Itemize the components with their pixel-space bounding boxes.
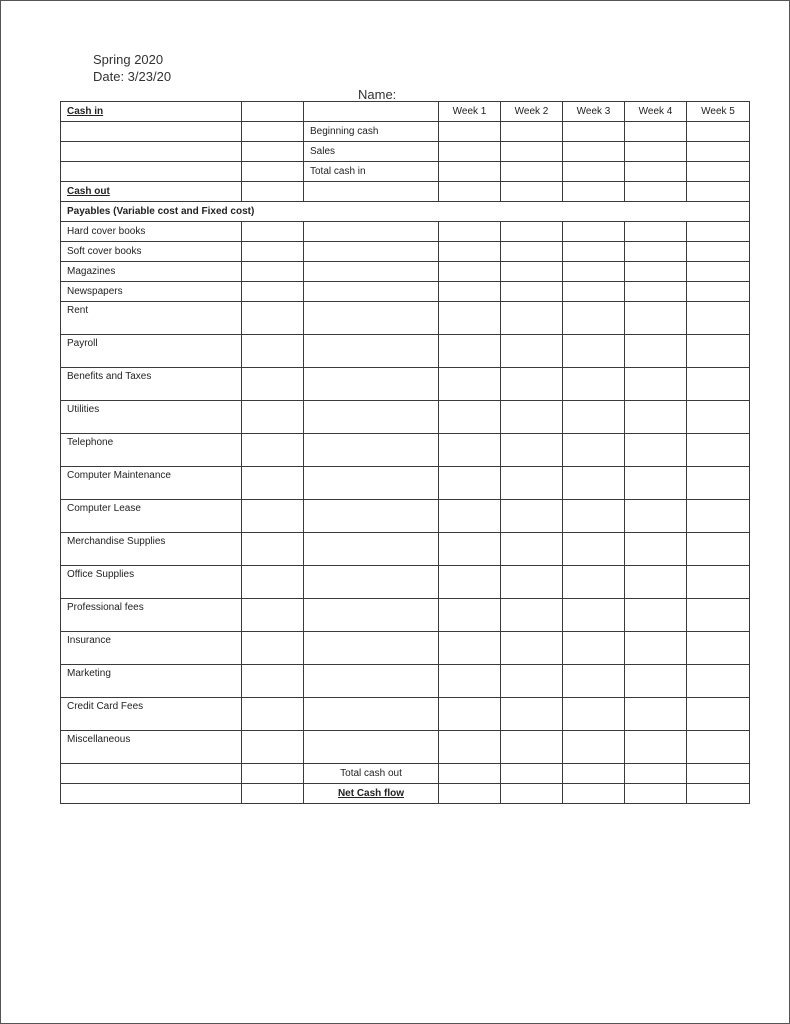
- week-value-cell[interactable]: [563, 142, 625, 162]
- total-cash-out-label: Total cash out: [304, 764, 439, 784]
- week-header-5: Week 5: [687, 102, 750, 122]
- header-row: [61, 102, 750, 122]
- blank-cell[interactable]: [242, 764, 304, 784]
- week-value-cell[interactable]: [563, 335, 625, 368]
- blank-cell[interactable]: [242, 222, 304, 242]
- blank-cell[interactable]: [242, 566, 304, 599]
- blank-cell[interactable]: [304, 665, 439, 698]
- expense-row: [61, 731, 750, 764]
- week-value-cell[interactable]: [439, 162, 501, 182]
- week-value-cell[interactable]: [501, 500, 563, 533]
- cash-flow-table: [60, 101, 750, 804]
- week-value-cell[interactable]: [687, 764, 750, 784]
- week-value-cell[interactable]: [563, 368, 625, 401]
- blank-cell[interactable]: [61, 122, 242, 142]
- week-value-cell[interactable]: [563, 282, 625, 302]
- blank-cell[interactable]: [304, 632, 439, 665]
- week-header-1: Week 1: [439, 102, 501, 122]
- week-value-cell[interactable]: [563, 784, 625, 804]
- expense-row: [61, 368, 750, 401]
- cash-in-row: [61, 142, 750, 162]
- expense-row: [61, 222, 750, 242]
- blank-cell[interactable]: [304, 500, 439, 533]
- week-value-cell[interactable]: [439, 142, 501, 162]
- week-value-cell[interactable]: [625, 401, 687, 434]
- week-value-cell[interactable]: [439, 764, 501, 784]
- week-value-cell[interactable]: [687, 162, 750, 182]
- blank-cell[interactable]: [242, 262, 304, 282]
- expense-row: [61, 242, 750, 262]
- week-value-cell[interactable]: [687, 401, 750, 434]
- expense-label: Computer Maintenance: [61, 467, 242, 500]
- week-value-cell[interactable]: [501, 401, 563, 434]
- week-value-cell[interactable]: [687, 142, 750, 162]
- week-value-cell[interactable]: [501, 467, 563, 500]
- expense-row: [61, 599, 750, 632]
- week-value-cell[interactable]: [625, 242, 687, 262]
- blank-cell[interactable]: [304, 335, 439, 368]
- expense-label: Telephone: [61, 434, 242, 467]
- blank-cell[interactable]: [242, 122, 304, 142]
- week-value-cell[interactable]: [563, 401, 625, 434]
- expense-label: Office Supplies: [61, 566, 242, 599]
- week-value-cell[interactable]: [439, 262, 501, 282]
- expense-label: Credit Card Fees: [61, 698, 242, 731]
- expense-row: [61, 566, 750, 599]
- week-value-cell[interactable]: [687, 368, 750, 401]
- cash-in-item: Sales: [304, 142, 439, 162]
- week-value-cell[interactable]: [501, 764, 563, 784]
- blank-cell[interactable]: [304, 242, 439, 262]
- week-value-cell[interactable]: [625, 282, 687, 302]
- blank-cell[interactable]: [304, 302, 439, 335]
- net-cash-flow-label: Net Cash flow: [304, 784, 439, 804]
- week-value-cell[interactable]: [501, 632, 563, 665]
- week-value-cell[interactable]: [439, 566, 501, 599]
- week-value-cell[interactable]: [687, 302, 750, 335]
- blank-cell[interactable]: [304, 566, 439, 599]
- week-value-cell[interactable]: [625, 665, 687, 698]
- week-value-cell[interactable]: [563, 222, 625, 242]
- expense-row: [61, 698, 750, 731]
- week-value-cell[interactable]: [687, 698, 750, 731]
- week-value-cell[interactable]: [625, 302, 687, 335]
- blank-cell[interactable]: [304, 434, 439, 467]
- expense-row: [61, 401, 750, 434]
- week-value-cell[interactable]: [625, 182, 687, 202]
- cash-in-row: [61, 122, 750, 142]
- blank-cell[interactable]: [61, 764, 242, 784]
- week-value-cell[interactable]: [687, 282, 750, 302]
- expense-label: Newspapers: [61, 282, 242, 302]
- week-value-cell[interactable]: [501, 142, 563, 162]
- week-header-4: Week 4: [625, 102, 687, 122]
- week-value-cell[interactable]: [439, 500, 501, 533]
- blank-cell[interactable]: [242, 467, 304, 500]
- expense-label: Computer Lease: [61, 500, 242, 533]
- blank-cell[interactable]: [242, 162, 304, 182]
- week-value-cell[interactable]: [687, 335, 750, 368]
- blank-cell[interactable]: [242, 665, 304, 698]
- week-value-cell[interactable]: [563, 434, 625, 467]
- week-value-cell[interactable]: [439, 182, 501, 202]
- payables-heading: Payables (Variable cost and Fixed cost): [61, 202, 750, 222]
- week-value-cell[interactable]: [439, 242, 501, 262]
- expense-row: [61, 282, 750, 302]
- week-value-cell[interactable]: [439, 222, 501, 242]
- expense-label: Rent: [61, 302, 242, 335]
- blank-cell[interactable]: [242, 242, 304, 262]
- expense-label: Miscellaneous: [61, 731, 242, 764]
- week-value-cell[interactable]: [501, 599, 563, 632]
- week-value-cell[interactable]: [563, 302, 625, 335]
- week-value-cell[interactable]: [501, 302, 563, 335]
- term-label: Spring 2020: [93, 52, 164, 67]
- blank-cell[interactable]: [242, 434, 304, 467]
- blank-cell[interactable]: [242, 401, 304, 434]
- week-value-cell[interactable]: [439, 302, 501, 335]
- expense-row: [61, 533, 750, 566]
- expense-row: [61, 335, 750, 368]
- expense-label: Benefits and Taxes: [61, 368, 242, 401]
- cash-out-heading: Cash out: [61, 182, 242, 202]
- week-value-cell[interactable]: [625, 467, 687, 500]
- week-value-cell[interactable]: [563, 665, 625, 698]
- blank-cell[interactable]: [61, 142, 242, 162]
- week-value-cell[interactable]: [501, 122, 563, 142]
- week-value-cell[interactable]: [501, 282, 563, 302]
- week-value-cell[interactable]: [501, 242, 563, 262]
- week-value-cell[interactable]: [563, 122, 625, 142]
- blank-cell[interactable]: [304, 731, 439, 764]
- expense-label: Merchandise Supplies: [61, 533, 242, 566]
- week-value-cell[interactable]: [501, 698, 563, 731]
- expense-row: [61, 467, 750, 500]
- blank-cell[interactable]: [242, 599, 304, 632]
- blank-cell[interactable]: [242, 302, 304, 335]
- week-value-cell[interactable]: [687, 566, 750, 599]
- blank-cell[interactable]: [304, 533, 439, 566]
- expense-label: Hard cover books: [61, 222, 242, 242]
- week-value-cell[interactable]: [501, 335, 563, 368]
- week-value-cell[interactable]: [563, 500, 625, 533]
- expense-label: Insurance: [61, 632, 242, 665]
- week-value-cell[interactable]: [625, 698, 687, 731]
- week-value-cell[interactable]: [625, 566, 687, 599]
- blank-cell[interactable]: [304, 401, 439, 434]
- expense-row: [61, 434, 750, 467]
- name-field: [358, 87, 696, 102]
- week-value-cell[interactable]: [625, 784, 687, 804]
- total-cash-out-row: [61, 764, 750, 784]
- week-value-cell[interactable]: [439, 401, 501, 434]
- week-value-cell[interactable]: [687, 533, 750, 566]
- week-value-cell[interactable]: [687, 599, 750, 632]
- expense-label: Marketing: [61, 665, 242, 698]
- week-value-cell[interactable]: [687, 242, 750, 262]
- week-value-cell[interactable]: [439, 282, 501, 302]
- week-value-cell[interactable]: [439, 335, 501, 368]
- blank-cell[interactable]: [242, 102, 304, 122]
- blank-cell[interactable]: [242, 500, 304, 533]
- week-value-cell[interactable]: [501, 731, 563, 764]
- blank-cell[interactable]: [242, 142, 304, 162]
- week-value-cell[interactable]: [501, 566, 563, 599]
- blank-cell[interactable]: [304, 262, 439, 282]
- blank-cell[interactable]: [242, 335, 304, 368]
- week-value-cell[interactable]: [563, 262, 625, 282]
- blank-cell[interactable]: [304, 599, 439, 632]
- week-value-cell[interactable]: [563, 599, 625, 632]
- expense-label: Payroll: [61, 335, 242, 368]
- week-value-cell[interactable]: [501, 182, 563, 202]
- week-value-cell[interactable]: [563, 764, 625, 784]
- week-value-cell[interactable]: [625, 434, 687, 467]
- week-value-cell[interactable]: [563, 182, 625, 202]
- blank-cell[interactable]: [242, 731, 304, 764]
- expense-label: Professional fees: [61, 599, 242, 632]
- blank-cell[interactable]: [304, 102, 439, 122]
- week-value-cell[interactable]: [625, 500, 687, 533]
- blank-cell[interactable]: [242, 182, 304, 202]
- week-value-cell[interactable]: [625, 162, 687, 182]
- week-value-cell[interactable]: [439, 122, 501, 142]
- date-label: Date: 3/23/20: [93, 69, 172, 84]
- week-value-cell[interactable]: [625, 632, 687, 665]
- blank-cell[interactable]: [61, 784, 242, 804]
- blank-cell[interactable]: [242, 282, 304, 302]
- week-value-cell[interactable]: [439, 599, 501, 632]
- week-value-cell[interactable]: [439, 784, 501, 804]
- net-cash-flow-row: [61, 784, 750, 804]
- week-value-cell[interactable]: [439, 434, 501, 467]
- week-value-cell[interactable]: [501, 533, 563, 566]
- week-value-cell[interactable]: [501, 222, 563, 242]
- week-value-cell[interactable]: [625, 764, 687, 784]
- week-value-cell[interactable]: [687, 500, 750, 533]
- cash-in-row: [61, 162, 750, 182]
- week-value-cell[interactable]: [563, 162, 625, 182]
- expense-label: Soft cover books: [61, 242, 242, 262]
- week-value-cell[interactable]: [687, 784, 750, 804]
- week-value-cell[interactable]: [439, 467, 501, 500]
- expense-row: [61, 262, 750, 282]
- cash-in-item: Beginning cash: [304, 122, 439, 142]
- week-value-cell[interactable]: [563, 731, 625, 764]
- expense-row: [61, 665, 750, 698]
- expense-label: Magazines: [61, 262, 242, 282]
- week-value-cell[interactable]: [439, 731, 501, 764]
- week-value-cell[interactable]: [563, 242, 625, 262]
- week-header-3: Week 3: [563, 102, 625, 122]
- week-value-cell[interactable]: [439, 665, 501, 698]
- week-value-cell[interactable]: [563, 467, 625, 500]
- expense-row: [61, 500, 750, 533]
- blank-cell[interactable]: [61, 162, 242, 182]
- week-value-cell[interactable]: [687, 434, 750, 467]
- payables-heading-row: [61, 202, 750, 222]
- week-header-2: Week 2: [501, 102, 563, 122]
- week-value-cell[interactable]: [501, 784, 563, 804]
- blank-cell[interactable]: [304, 698, 439, 731]
- week-value-cell[interactable]: [501, 262, 563, 282]
- expense-label: Utilities: [61, 401, 242, 434]
- blank-cell[interactable]: [242, 368, 304, 401]
- week-value-cell[interactable]: [501, 434, 563, 467]
- cash-out-heading-row: [61, 182, 750, 202]
- week-value-cell[interactable]: [687, 632, 750, 665]
- week-value-cell[interactable]: [625, 142, 687, 162]
- blank-cell[interactable]: [242, 784, 304, 804]
- week-value-cell[interactable]: [501, 665, 563, 698]
- week-value-cell[interactable]: [687, 665, 750, 698]
- week-value-cell[interactable]: [439, 698, 501, 731]
- week-value-cell[interactable]: [687, 262, 750, 282]
- week-value-cell[interactable]: [563, 632, 625, 665]
- blank-cell[interactable]: [304, 282, 439, 302]
- week-value-cell[interactable]: [501, 162, 563, 182]
- week-value-cell[interactable]: [439, 533, 501, 566]
- week-value-cell[interactable]: [625, 731, 687, 764]
- week-value-cell[interactable]: [625, 262, 687, 282]
- week-value-cell[interactable]: [501, 368, 563, 401]
- blank-cell[interactable]: [304, 222, 439, 242]
- week-value-cell[interactable]: [687, 731, 750, 764]
- week-value-cell[interactable]: [625, 368, 687, 401]
- blank-cell[interactable]: [242, 632, 304, 665]
- week-value-cell[interactable]: [563, 566, 625, 599]
- blank-cell[interactable]: [304, 467, 439, 500]
- week-value-cell[interactable]: [563, 698, 625, 731]
- name-label: Name:: [358, 87, 397, 102]
- week-value-cell[interactable]: [687, 182, 750, 202]
- week-value-cell[interactable]: [687, 222, 750, 242]
- week-value-cell[interactable]: [687, 467, 750, 500]
- week-value-cell[interactable]: [625, 222, 687, 242]
- week-value-cell[interactable]: [625, 599, 687, 632]
- week-value-cell[interactable]: [625, 533, 687, 566]
- week-value-cell[interactable]: [439, 632, 501, 665]
- week-value-cell[interactable]: [563, 533, 625, 566]
- expense-row: [61, 632, 750, 665]
- cash-in-heading: Cash in: [61, 102, 242, 122]
- blank-cell[interactable]: [304, 182, 439, 202]
- expense-row: [61, 302, 750, 335]
- week-value-cell[interactable]: [625, 122, 687, 142]
- week-value-cell[interactable]: [687, 122, 750, 142]
- week-value-cell[interactable]: [439, 368, 501, 401]
- cash-in-item: Total cash in: [304, 162, 439, 182]
- blank-cell[interactable]: [304, 368, 439, 401]
- blank-cell[interactable]: [242, 533, 304, 566]
- week-value-cell[interactable]: [625, 335, 687, 368]
- blank-cell[interactable]: [242, 698, 304, 731]
